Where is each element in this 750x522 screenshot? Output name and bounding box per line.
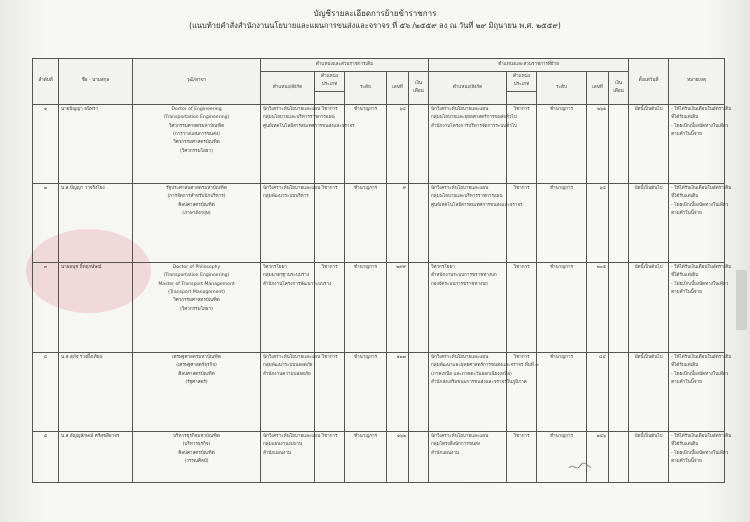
document-title: บัญชีรายละเอียดการย้ายข้าราชการ xyxy=(313,9,437,18)
new-position-line: กลุ่มนโยบายและยุทธศาสตร์การขนส่งทั่วไป xyxy=(431,115,517,121)
remark-line: - โดยเบิกเบี้ยงนัดทางในเดียว xyxy=(671,202,729,208)
header-new-level: ระดับ xyxy=(537,72,587,105)
remark-line: - ให้ได้รับเงินเดือนในอัตราเดิม xyxy=(671,433,732,439)
signature-mark xyxy=(568,460,592,472)
current-type: วิชาการ xyxy=(315,183,345,262)
degree-list-line: (Transportation Engineering) xyxy=(163,273,230,279)
effective-date: บัดนี้เป็นต้นไป xyxy=(629,183,669,262)
new-position xyxy=(429,104,517,183)
new-level: ชำนาญการ xyxy=(537,431,587,482)
remark xyxy=(669,262,732,352)
row-number: ๕ xyxy=(33,431,59,482)
table-row xyxy=(33,104,725,183)
new-level: ชำนาญการ xyxy=(537,262,587,352)
degree-list-line: เศรษฐศาสตรมหาบัณฑิต xyxy=(172,354,221,360)
table-row xyxy=(33,431,725,482)
row-number: ๒ xyxy=(33,183,59,262)
degree-list-line: (การจัดการสำหรับนักบริหาร) xyxy=(167,194,226,200)
table-row xyxy=(33,262,725,352)
remark-line: - โดยเบิกเบี้ยงนัดทางในเดียว xyxy=(671,281,729,287)
new-level: ชำนาญการ xyxy=(537,104,587,183)
scan-edge-mark xyxy=(736,300,747,330)
effective-date: บัดนี้เป็นต้นไป xyxy=(629,104,669,183)
header-cur-level: ระดับ xyxy=(345,72,387,105)
new-type: วิชาการ xyxy=(507,183,537,262)
current-number: ๒๙๙ xyxy=(387,262,409,352)
current-level: ชำนาญการ xyxy=(345,352,387,431)
current-position-line: สำนักงานโครงการพัฒนาระบบราง xyxy=(263,281,332,287)
new-level: ชำนาญการ xyxy=(537,183,587,262)
new-type: วิชาการ xyxy=(507,431,537,482)
new-position-line: สำนักแผนงาน xyxy=(431,450,460,456)
remark-line: - ให้ได้รับเงินเดือนในอัตราเดิม xyxy=(671,106,732,112)
new-position xyxy=(429,431,507,482)
degree-list-line: (ภาษาอังกฤษ) xyxy=(182,211,211,217)
new-position-line: กองจัดระบบการขราชทางบก xyxy=(431,281,488,287)
degree-list-line: Doctor of Engineering xyxy=(171,106,222,112)
degree-list-line: ศิลปศาสตรบัณฑิต xyxy=(178,450,215,456)
current-salary xyxy=(409,262,429,352)
header-cur-salary: เงินเดือน xyxy=(409,72,429,105)
header-no: ลำดับที่ xyxy=(33,59,59,105)
new-position-line: ศูนย์เทคโนโลยีสารสนเทศการขนส่งและจราจร xyxy=(431,202,523,208)
current-type: วิชาการ xyxy=(315,431,345,482)
person-name: น.ส.สุภัจ รวงผึ้งเทียน xyxy=(59,352,133,431)
remark-line: - โดยเบิกเบี้ยงนัดทางในเดียว xyxy=(671,450,729,456)
remark xyxy=(669,183,732,262)
degree-list-line: (รัฐศาสตร์) xyxy=(185,380,208,386)
current-level: ชำนาญการ xyxy=(345,183,387,262)
new-position-line: นักวิเคราะห์นโยบายและแผน xyxy=(431,106,489,112)
new-type: วิชาการ xyxy=(507,104,537,183)
current-position-line: นักวิเคราะห์นโยบายและแผน xyxy=(263,185,321,191)
current-position xyxy=(261,183,321,262)
new-type: วิชาการ xyxy=(507,262,537,352)
current-position-line: นักวิเคราะห์นโยบายและแผน xyxy=(263,354,321,360)
degree-list-line: (วรรณศิลป์) xyxy=(184,459,209,465)
current-salary xyxy=(409,431,429,482)
new-position xyxy=(429,262,507,352)
current-position-line: สำนักแผนงาน xyxy=(263,450,292,456)
degree-list xyxy=(133,352,261,431)
current-salary xyxy=(409,352,429,431)
current-position-line: กลุ่มพัฒนาระบบบริหาร xyxy=(263,194,309,200)
current-position-line: สำนักงานความปลอดภัย xyxy=(263,371,311,377)
degree-list-line: Doctor of Philosophy xyxy=(172,264,221,270)
degree-list-line: วิศวกรรมศาสตรมหาบัณฑิต xyxy=(168,123,225,129)
row-number: ๓ xyxy=(33,262,59,352)
remark xyxy=(669,352,732,431)
header-remark: หมายเหตุ xyxy=(669,59,725,105)
current-position-line: ศูนย์เทคโนโลยีสารสนเทศการขนส่งและจราจร xyxy=(263,123,355,129)
current-type: วิชาการ xyxy=(315,104,345,183)
remark xyxy=(669,104,732,183)
remark-line: ตามคำในนี้จ่าย xyxy=(671,459,702,465)
remark-line: ที่ได้รับแต่เดิม xyxy=(671,115,699,121)
new-salary xyxy=(609,262,629,352)
effective-date: บัดนี้เป็นต้นไป xyxy=(629,262,669,352)
header-cur-number: เลขที่ xyxy=(387,72,409,105)
degree-list-line: (Transport Management) xyxy=(168,290,225,296)
new-salary xyxy=(609,183,629,262)
degree-list-line: บริหารธุรกิจมหาบัณฑิต xyxy=(173,433,220,439)
row-number: ๔ xyxy=(33,352,59,431)
remark-line: ตามคำในนี้จ่าย xyxy=(671,132,702,138)
header-new-type: ตำแหน่งประเภท xyxy=(507,72,537,92)
degree-list-line: (วิศวกรรมโยธา) xyxy=(180,306,213,312)
degree-list-line: (การวางแผนการขนส่ง) xyxy=(173,132,220,138)
remark-line: - ให้ได้รับเงินเดือนในอัตราเดิม xyxy=(671,264,732,270)
current-type: วิชาการ xyxy=(315,262,345,352)
new-level: ชำนาญการ xyxy=(537,352,587,431)
header-degree: วุฒิ/สาขา xyxy=(133,59,261,105)
row-number: ๑ xyxy=(33,104,59,183)
current-position-line: นักวิเคราะห์นโยบายและแผน xyxy=(263,433,321,439)
person-name: น.ส.ปัญญา วาจริงโยง xyxy=(59,183,133,262)
new-position-line: วิศวกรโยธา xyxy=(431,264,455,270)
current-salary xyxy=(409,104,429,183)
person-name: นายปัญญา ธนิทรา xyxy=(59,104,133,183)
new-position-line: (ภาคเหนือ และภาคตะวันออกเฉียงเหนือ) xyxy=(431,371,512,377)
header-current-group: ตำแหน่งและส่วนราชการเดิม xyxy=(261,59,429,72)
current-position-line: กลุ่มพัฒนาระบบปลอดภัย xyxy=(263,363,313,369)
remark-line: - ให้ได้รับเงินเดือนในอัตราเดิม xyxy=(671,185,732,191)
new-position-line: สำนักส่งเสริมขนบการขนส่งและจราจรในภูมิภาค xyxy=(431,380,527,386)
remark-line: - ให้ได้รับเงินเดือนในอัตราเดิม xyxy=(671,354,732,360)
current-position xyxy=(261,431,321,482)
degree-list xyxy=(133,183,261,262)
new-position-line: สำนักงานโครงการบริหารจัดการระบบทั่วไป xyxy=(431,123,517,129)
new-number: ๒๔๖ xyxy=(587,431,609,482)
person-name: น.ส.อัญญลักษณ์ ศรีสุขสิยาจร xyxy=(59,431,133,482)
header-cur-type: ตำแหน่งประเภท xyxy=(315,72,345,92)
current-type: วิชาการ xyxy=(315,352,345,431)
new-position-line: กลุ่มพัฒนาและยุทธศาสตร์การขนส่งและจราจร ที่มที่ ๓ xyxy=(431,363,539,369)
current-position-line: นักวิเคราะห์นโยบายและแผน xyxy=(263,106,321,112)
current-position-line: กลุ่มมาตรฐานระบบราง xyxy=(263,273,309,279)
transfer-table xyxy=(32,58,732,483)
current-number: ๑๖๒ xyxy=(387,431,409,482)
new-position-line: สำหนักงานระบบการขราชทางบก xyxy=(431,273,497,279)
scan-edge-mark xyxy=(736,270,747,300)
current-level: ชำนาญการ xyxy=(345,104,387,183)
person-name: นายอนุช ยิ้ทฤกษ์ษณ์ xyxy=(59,262,133,352)
remark xyxy=(669,431,732,482)
remark-line: ที่ได้รับแต่เดิม xyxy=(671,194,699,200)
degree-list xyxy=(133,104,261,183)
header-cur-position: ตำแหน่ง/สังกัด xyxy=(261,72,315,105)
remark-line: ตามคำในนี้จ่าย xyxy=(671,380,702,386)
degree-list-line: วิศวกรรมศาสตรบัณฑิต xyxy=(173,298,220,304)
new-position-line: นักวิเคราะห์นโยบายและแผน xyxy=(431,354,489,360)
current-position xyxy=(261,352,321,431)
new-type: วิชาการ xyxy=(507,352,537,431)
remark-line: ที่ได้รับแต่เดิม xyxy=(671,363,699,369)
header-effective: ตั้งแต่วันที่ xyxy=(629,59,669,105)
header-name: ชื่อ - นามสกุล xyxy=(59,59,133,105)
new-position-line: นักวิเคราะห์นโยบายและแผน xyxy=(431,185,489,191)
header-new-position: ตำแหน่ง/สังกัด xyxy=(429,72,507,105)
degree-list-line: ศิลปศาสตรบัณฑิต xyxy=(178,202,215,208)
current-position-line: วิศวกรโยธา xyxy=(263,264,287,270)
degree-list-line: (บริหารธุรกิจ) xyxy=(182,442,211,448)
degree-list-line: Master of Transport Management xyxy=(158,281,235,287)
document-subtitle: (แนบท้ายคำสั่งสำนักงานนโยบายและแผนการขนส่งและจราจร ที่ ๕๖ /๒๕๕๙ ลง ณ วันที่ ๒๙ มิถุนายน พ.ศ. ๒๕๕๙) xyxy=(189,21,561,30)
degree-list-line: (เศรษฐศาสตร์ธุรกิจ) xyxy=(176,363,217,369)
remark-line: ที่ได้รับแต่เดิม xyxy=(671,442,699,448)
table-row xyxy=(33,183,725,262)
current-number: ๙ xyxy=(387,183,409,262)
new-salary xyxy=(609,104,629,183)
new-number: ๔๔ xyxy=(587,352,609,431)
new-salary xyxy=(609,352,629,431)
current-level: ชำนาญการ xyxy=(345,262,387,352)
degree-list xyxy=(133,262,261,352)
new-number: ๒๖๑ xyxy=(587,104,609,183)
new-position-line: กลุ่มนโยบายและบริหารราชการแผน xyxy=(431,194,503,200)
current-number: ๖๔ xyxy=(387,104,409,183)
new-number: ๒๐๕ xyxy=(587,262,609,352)
remark-line: - โดยเบิกเบี้ยงนัดทางในเดียว xyxy=(671,371,729,377)
new-position-line: กลุ่มโครงสิ่งนักการขนส่ง xyxy=(431,442,481,448)
header-new-group: ตำแหน่งและส่วนราชการที่ย้าย xyxy=(429,59,629,72)
current-level: ชำนาญการ xyxy=(345,431,387,482)
degree-list-line: (วิศวกรรมโยธา) xyxy=(180,148,213,154)
current-position-line: กลุ่มแผนงานงบบาน xyxy=(263,442,303,448)
degree-list-line: วิศวกรรมศาสตรบัณฑิต xyxy=(173,140,220,146)
new-salary xyxy=(609,431,629,482)
new-number: ๖๔ xyxy=(587,183,609,262)
effective-date: บัดนี้เป็นต้นไป xyxy=(629,352,669,431)
remark-line: ที่ได้รับแต่เดิม xyxy=(671,273,699,279)
header-new-number: เลขที่ xyxy=(587,72,609,105)
degree-list xyxy=(133,431,261,482)
effective-date: บัดนี้เป็นต้นไป xyxy=(629,431,669,482)
degree-list-line: รัฐประศาสนศาสตรมหาบัณฑิต xyxy=(166,185,227,191)
degree-list-line: ศิลปศาสตรบัณฑิต xyxy=(178,371,215,377)
current-salary xyxy=(409,183,429,262)
current-position-line: กลุ่มนโยบายและบริหารราชการแผน xyxy=(263,115,335,121)
remark-line: ตามคำในนี้จ่าย xyxy=(671,290,702,296)
remark-line: ตามคำในนี้จ่าย xyxy=(671,211,702,217)
current-number: ๑๒๗ xyxy=(387,352,409,431)
new-position-line: นักวิเคราะห์นโยบายและแผน xyxy=(431,433,489,439)
remark-line: - โดยเบิกเบี้ยงนัดทางในเดียว xyxy=(671,123,729,129)
table-row xyxy=(33,352,725,431)
header-new-salary: เงินเดือน xyxy=(609,72,629,105)
degree-list-line: (Transportation Engineering) xyxy=(163,115,230,121)
